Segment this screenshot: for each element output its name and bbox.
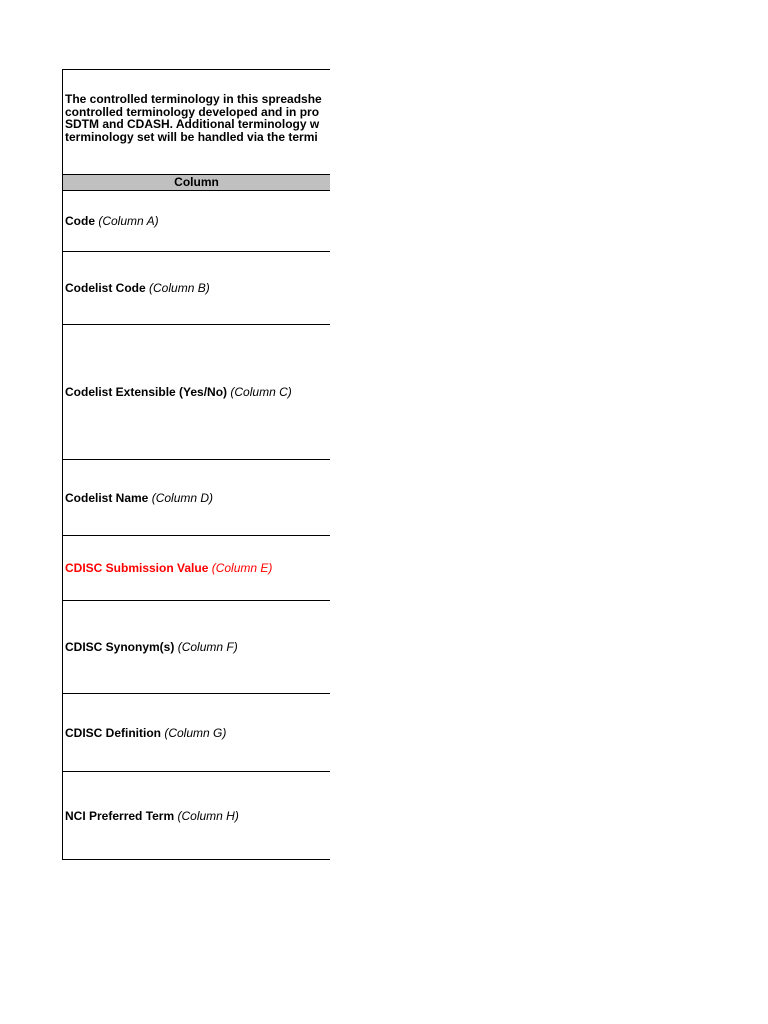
row-name: NCI Preferred Term (65, 808, 175, 823)
row-column-ref: (Column G) (164, 725, 227, 740)
table-row (63, 536, 330, 601)
row-column-ref: (Column A) (98, 214, 159, 228)
table-row (63, 325, 330, 460)
row-name: Codelist Name (65, 490, 149, 505)
row-name: Codelist Code (65, 281, 146, 295)
intro-line: The controlled terminology in this spreadshe (65, 92, 322, 106)
row-name: CDISC Definition (65, 725, 161, 740)
row-name: CDISC Synonym(s) (65, 640, 175, 654)
intro-cell (63, 70, 330, 174)
table-row (63, 772, 330, 859)
intro-text (65, 93, 330, 143)
row-column-ref: (Column H) (177, 808, 239, 823)
row-column-ref: (Column F) (177, 640, 238, 654)
table-row (63, 601, 330, 694)
row-name: Codelist Extensible (Yes/No) (65, 385, 228, 399)
intro-line: terminology set will be handled via the termi (65, 129, 318, 144)
row-column-ref: (Column B) (149, 281, 210, 295)
column-header: Column (63, 174, 330, 191)
terminology-sheet (62, 69, 330, 860)
row-column-ref: (Column E) (211, 561, 273, 575)
row-name: CDISC Submission Value (65, 561, 209, 575)
row-column-ref: (Column D) (151, 490, 214, 505)
intro-line: SDTM and CDASH. Additional terminology w (65, 117, 320, 131)
table-row (63, 460, 330, 536)
intro-line: controlled terminology developed and in pro (65, 104, 320, 119)
row-name: Code (65, 214, 95, 228)
table-row (63, 252, 330, 325)
row-column-ref: (Column C) (230, 385, 292, 399)
table-row (63, 694, 330, 772)
table-row (63, 191, 330, 252)
